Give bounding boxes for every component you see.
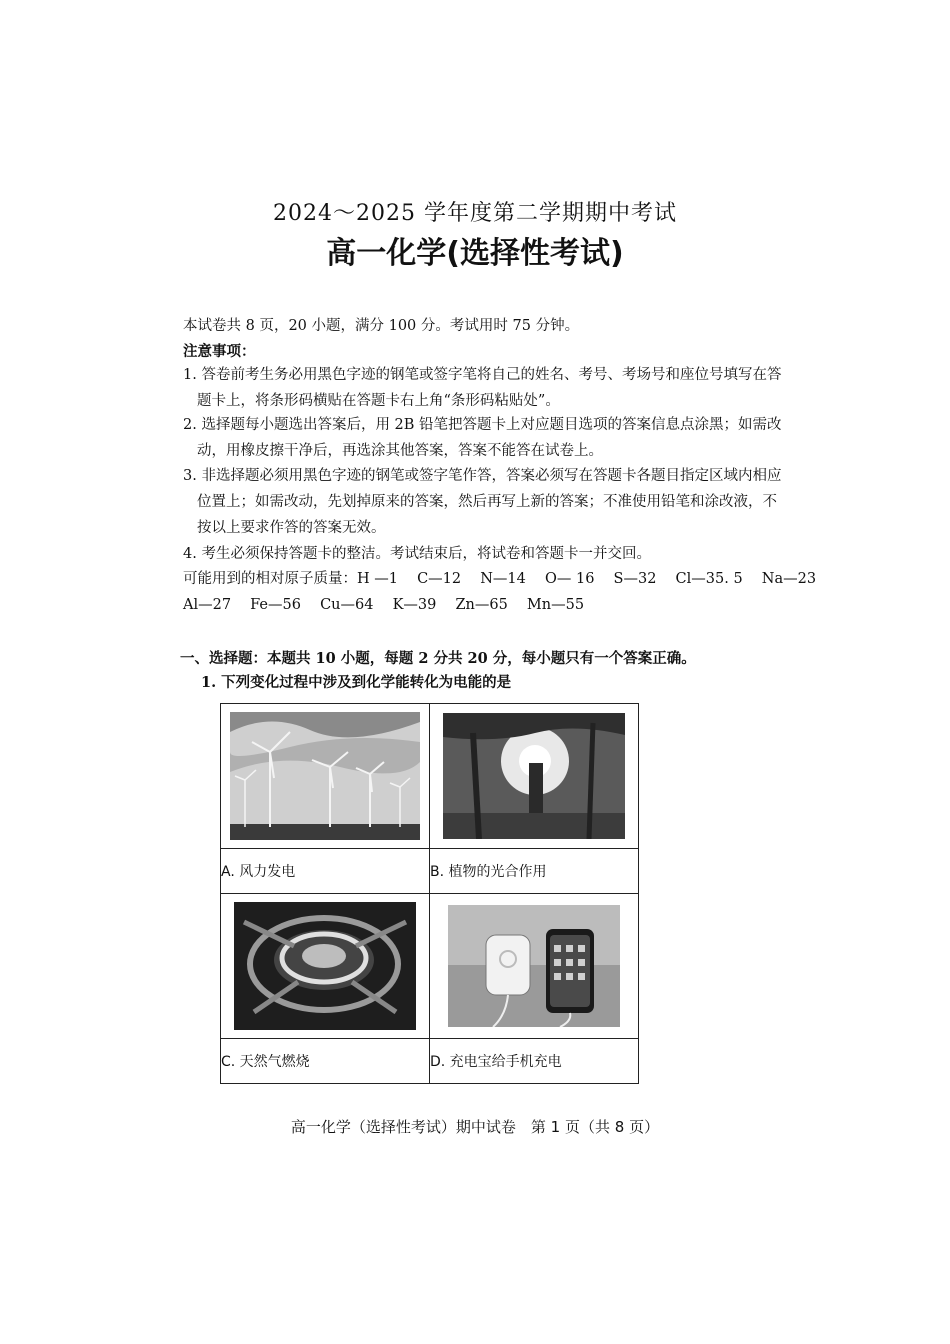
question-1-options-table <box>220 703 639 1084</box>
power-bank-phone-image <box>448 905 620 1027</box>
exam-intro: 本试卷共 8 页，20 小题，满分 100 分。考试用时 75 分钟。 <box>183 318 580 334</box>
wind-turbines-image <box>230 712 420 840</box>
gas-stove-flame-image <box>234 902 416 1030</box>
photosynthesis-tree-image <box>443 713 625 839</box>
option-c-label: C. 天然气燃烧 <box>221 1039 430 1084</box>
notice-item-2: 2. 选择题每小题选出答案后，用 2B 铅笔把答题卡上对应题目选项的答案信息点涂黑；如需改动，用橡皮擦干净后，再选涂其他答案，答案不能答在试卷上。 <box>183 417 782 459</box>
page-footer: 高一化学（选择性考试）期中试卷 第 1 页（共 8 页） <box>290 1118 660 1136</box>
option-d-label: D. 充电宝给手机充电 <box>430 1039 639 1084</box>
notice-title: 注意事项： <box>183 343 256 360</box>
section-heading: 一、选择题：本题共 10 小题，每题 2 分共 20 分，每小题只有一个答案正确。 <box>180 650 696 667</box>
notice-item-3: 3. 非选择题必须用黑色字迹的钢笔或签字笔作答，答案必须写在答题卡各题目指定区域内相应位置上；如需改动，先划掉原来的答案，然后再写上新的答案；不准使用铅笔和涂改液，不按以上要求作答的答案无效。 <box>183 468 782 536</box>
option-a-label: A. 风力发电 <box>221 849 430 894</box>
notice-item-1: 1. 答卷前考生务必用黑色字迹的钢笔或签字笔将自己的姓名、考号、考场号和座位号填写在答题卡上，将条形码横贴在答题卡右上角“条形码粘贴处”。 <box>183 367 782 409</box>
option-d-image-cell <box>430 894 639 1039</box>
exam-title-line1: 2024～2025 学年度第二学期期中考试 <box>273 201 677 226</box>
atomic-masses-line1: 可能用到的相对原子质量：H —1 C—12 N—14 O— 16 S—32 Cl—35. 5 Na—23 <box>183 571 817 587</box>
exam-title-line2: 高一化学(选择性考试) <box>326 236 624 271</box>
option-a-image-cell <box>221 704 430 849</box>
option-b-label: B. 植物的光合作用 <box>430 849 639 894</box>
atomic-masses-line2: Al—27 Fe—56 Cu—64 K—39 Zn—65 Mn—55 <box>183 597 585 613</box>
notice-item-4: 4. 考生必须保持答题卡的整洁。考试结束后，将试卷和答题卡一并交回。 <box>183 546 651 562</box>
option-b-image-cell <box>430 704 639 849</box>
option-c-image-cell <box>221 894 430 1039</box>
question-1-stem: 1. 下列变化过程中涉及到化学能转化为电能的是 <box>201 674 512 691</box>
